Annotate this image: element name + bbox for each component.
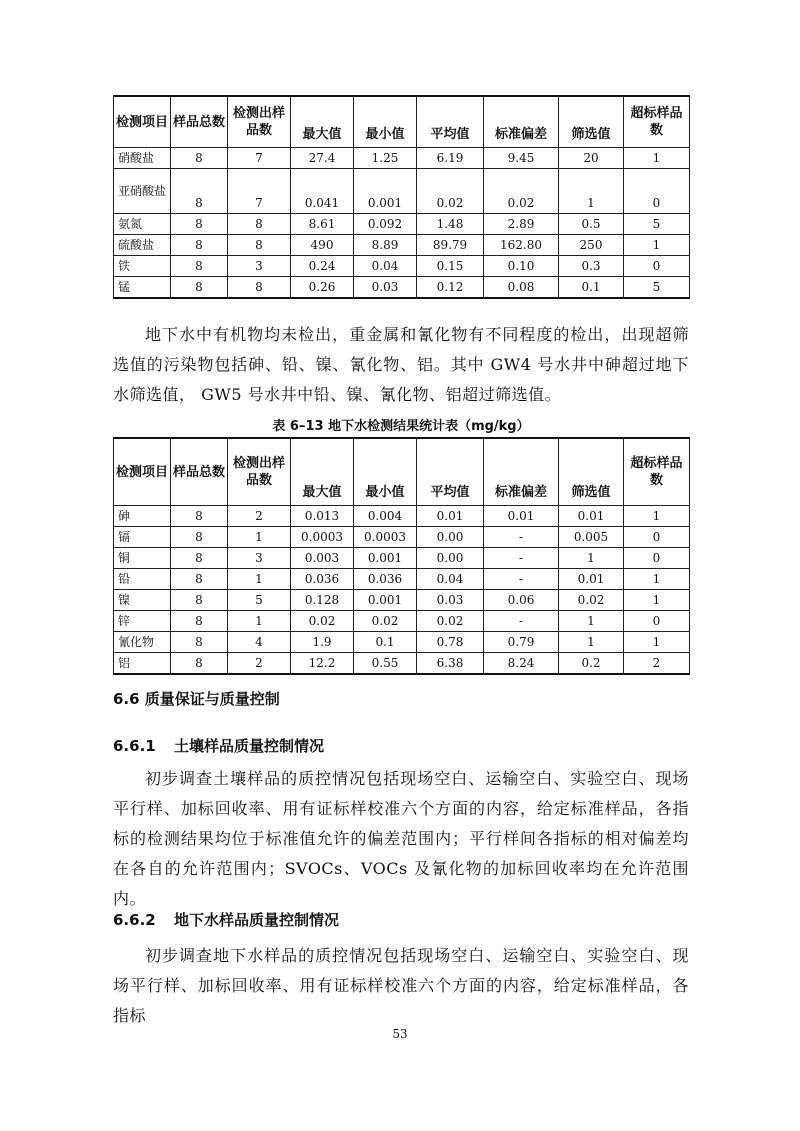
- cell: 162.80: [484, 235, 559, 256]
- cell: -: [484, 611, 559, 632]
- cell: 0.08: [484, 277, 559, 299]
- cell: 4: [228, 632, 291, 653]
- cell: 0.24: [291, 256, 354, 277]
- cell: 0.79: [484, 632, 559, 653]
- table-row: [114, 277, 690, 299]
- table-row: [114, 611, 690, 632]
- cell: 89.79: [417, 235, 484, 256]
- cell-item: 氨氮: [114, 214, 171, 235]
- cell: 6.38: [417, 653, 484, 675]
- cell: 0.001: [354, 590, 417, 611]
- cell: 0.00: [417, 527, 484, 548]
- cell: 8: [171, 169, 228, 214]
- cell: 0.12: [417, 277, 484, 299]
- cell: 1: [624, 569, 690, 590]
- cell: 27.4: [291, 148, 354, 169]
- table-1: [113, 95, 690, 299]
- cell: 6.19: [417, 148, 484, 169]
- cell: 0.003: [291, 548, 354, 569]
- table-row: [114, 632, 690, 653]
- cell: 0.55: [354, 653, 417, 675]
- cell: 8.89: [354, 235, 417, 256]
- cell: 8: [171, 506, 228, 527]
- cell-item: 锰: [114, 277, 171, 299]
- table-header-row: [114, 96, 690, 148]
- cell: 0.041: [291, 169, 354, 214]
- cell: 8: [171, 611, 228, 632]
- cell-item: 亚硝酸盐: [114, 169, 171, 214]
- cell-item: 硝酸盐: [114, 148, 171, 169]
- cell: 0.013: [291, 506, 354, 527]
- header-max: 最大值: [291, 438, 354, 506]
- cell: 0.03: [417, 590, 484, 611]
- cell: 0.01: [417, 506, 484, 527]
- cell: 20: [559, 148, 624, 169]
- cell: 0.0003: [354, 527, 417, 548]
- header-mean: 平均值: [417, 96, 484, 148]
- cell-item: 铁: [114, 256, 171, 277]
- section-heading-6-6: 6.6 质量保证与质量控制: [113, 690, 280, 708]
- cell: -: [484, 569, 559, 590]
- cell: 1: [228, 611, 291, 632]
- cell: 0.04: [354, 256, 417, 277]
- header-screening-value: 筛选值: [559, 438, 624, 506]
- cell: 8: [171, 590, 228, 611]
- cell: 0.3: [559, 256, 624, 277]
- table-2-caption: 表 6–13 地下水检测结果统计表（mg/kg）: [272, 419, 530, 434]
- cell: 7: [228, 148, 291, 169]
- cell: 0.001: [354, 548, 417, 569]
- table-header-row: [114, 438, 690, 506]
- cell-item: 铅: [114, 569, 171, 590]
- section-title: 土壤样品质量控制情况: [174, 737, 325, 755]
- cell: 0.036: [354, 569, 417, 590]
- cell: 0.1: [559, 277, 624, 299]
- cell: 1: [559, 169, 624, 214]
- cell: 1: [559, 632, 624, 653]
- cell: 8: [171, 214, 228, 235]
- table-row: [114, 569, 690, 590]
- cell: 2: [228, 506, 291, 527]
- table-row: [114, 235, 690, 256]
- cell: 0: [624, 256, 690, 277]
- cell: 1: [624, 506, 690, 527]
- cell: 8.24: [484, 653, 559, 675]
- cell: 5: [624, 214, 690, 235]
- cell: 5: [228, 590, 291, 611]
- cell: 250: [559, 235, 624, 256]
- cell: 1.9: [291, 632, 354, 653]
- cell-item: 锌: [114, 611, 171, 632]
- cell-item: 氰化物: [114, 632, 171, 653]
- cell: 8: [228, 214, 291, 235]
- cell: 1: [624, 235, 690, 256]
- header-exceed-count: 超标样品数: [624, 438, 690, 506]
- cell: 8: [171, 632, 228, 653]
- cell: 8: [171, 235, 228, 256]
- section-number: 6.6.1: [113, 737, 156, 755]
- cell: 0.01: [559, 569, 624, 590]
- cell: 1: [228, 527, 291, 548]
- cell: 3: [228, 256, 291, 277]
- cell: 0.00: [417, 548, 484, 569]
- cell: 490: [291, 235, 354, 256]
- cell: 8: [171, 653, 228, 675]
- header-min: 最小值: [354, 96, 417, 148]
- cell: 1: [228, 569, 291, 590]
- table-2: [113, 437, 690, 675]
- header-sample-total: 样品总数: [171, 438, 228, 506]
- header-std-dev: 标准偏差: [484, 438, 559, 506]
- cell: 0.5: [559, 214, 624, 235]
- cell: 0: [624, 611, 690, 632]
- header-mean: 平均值: [417, 438, 484, 506]
- cell: 0.005: [559, 527, 624, 548]
- cell: 0: [624, 169, 690, 214]
- cell: 1.25: [354, 148, 417, 169]
- cell: 1: [624, 632, 690, 653]
- header-min: 最小值: [354, 438, 417, 506]
- section-heading-6-6-2: [113, 909, 689, 931]
- cell: 12.2: [291, 653, 354, 675]
- cell: 0.15: [417, 256, 484, 277]
- header-item: 检测项目: [114, 96, 171, 148]
- cell: 1: [559, 548, 624, 569]
- cell: 8: [171, 277, 228, 299]
- cell: 8.61: [291, 214, 354, 235]
- cell: 0.004: [354, 506, 417, 527]
- cell: 8: [171, 256, 228, 277]
- paragraph-groundwater-results: 地下水中有机物均未检出，重金属和氰化物有不同程度的检出，出现超筛选值的污染物包括砷、铅、镍、氰化物、铝。其中 GW4 号水井中砷超过地下水筛选值， GW5 号水井中铅、镍、氰化物、铝超过筛选值。: [113, 325, 689, 404]
- cell: 0.1: [354, 632, 417, 653]
- cell: 1: [559, 611, 624, 632]
- paragraph-groundwater-quality-control: 初步调查地下水样品的质控情况包括现场空白、运输空白、实验空白、现场平行样、加标回收率、用有证标样校准六个方面的内容，给定标准样品，各指标: [113, 946, 689, 1025]
- cell: 1: [624, 590, 690, 611]
- table-row: [114, 527, 690, 548]
- cell: 0: [624, 548, 690, 569]
- cell: 0.128: [291, 590, 354, 611]
- header-detected-count: 检测出样品数: [228, 438, 291, 506]
- cell: 0.03: [354, 277, 417, 299]
- cell: 8: [228, 235, 291, 256]
- cell: 0.01: [484, 506, 559, 527]
- header-std-dev: 标准偏差: [484, 96, 559, 148]
- cell: 0.02: [354, 611, 417, 632]
- header-max: 最大值: [291, 96, 354, 148]
- cell: 1: [624, 148, 690, 169]
- cell: 0.02: [417, 611, 484, 632]
- cell: 1.48: [417, 214, 484, 235]
- table-row: [114, 214, 690, 235]
- cell: 2.89: [484, 214, 559, 235]
- table-row: [114, 548, 690, 569]
- cell: 0.26: [291, 277, 354, 299]
- section-number: 6.6.2: [113, 911, 156, 929]
- cell: 0: [624, 527, 690, 548]
- cell: 8: [228, 277, 291, 299]
- cell: 5: [624, 277, 690, 299]
- cell: 8: [171, 148, 228, 169]
- page-number: 53: [392, 1027, 408, 1041]
- cell-item: 铝: [114, 653, 171, 675]
- cell: 0.01: [559, 506, 624, 527]
- cell: -: [484, 527, 559, 548]
- table-row: [114, 653, 690, 675]
- cell: 0.02: [484, 169, 559, 214]
- table-row: [114, 590, 690, 611]
- paragraph-soil-quality-control: 初步调查土壤样品的质控情况包括现场空白、运输空白、实验空白、现场平行样、加标回收率、用有证标样校准六个方面的内容，给定标准样品，各指标的检测结果均位于标准值允许的偏差范围内；平行样间各指标的相对偏差均在各自的允许范围内；SVOCs、VOCs 及氰化物的加标回收率均在允许范围内。: [113, 769, 689, 908]
- cell: 8: [171, 548, 228, 569]
- cell: 0.10: [484, 256, 559, 277]
- table-row: [114, 148, 690, 169]
- table-row: [114, 169, 690, 214]
- cell: 8: [171, 527, 228, 548]
- cell: 2: [228, 653, 291, 675]
- cell: 7: [228, 169, 291, 214]
- cell-item: 镍: [114, 590, 171, 611]
- cell: 0.02: [417, 169, 484, 214]
- cell-item: 硫酸盐: [114, 235, 171, 256]
- header-screening-value: 筛选值: [559, 96, 624, 148]
- cell-item: 砷: [114, 506, 171, 527]
- cell: 0.2: [559, 653, 624, 675]
- section-heading-6-6-1: [113, 735, 689, 757]
- cell: 0.001: [354, 169, 417, 214]
- cell: 0.78: [417, 632, 484, 653]
- cell-item: 镉: [114, 527, 171, 548]
- cell-item: 铜: [114, 548, 171, 569]
- cell: 0.092: [354, 214, 417, 235]
- cell: -: [484, 548, 559, 569]
- table-row: [114, 506, 690, 527]
- cell: 3: [228, 548, 291, 569]
- cell: 0.02: [559, 590, 624, 611]
- header-item: 检测项目: [114, 438, 171, 506]
- cell: 0.036: [291, 569, 354, 590]
- cell: 9.45: [484, 148, 559, 169]
- cell: 0.04: [417, 569, 484, 590]
- cell: 0.02: [291, 611, 354, 632]
- header-exceed-count: 超标样品数: [624, 96, 690, 148]
- cell: 8: [171, 569, 228, 590]
- cell: 0.06: [484, 590, 559, 611]
- cell: 0.0003: [291, 527, 354, 548]
- header-detected-count: 检测出样品数: [228, 96, 291, 148]
- header-sample-total: 样品总数: [171, 96, 228, 148]
- section-title: 地下水样品质量控制情况: [174, 911, 340, 929]
- cell: 2: [624, 653, 690, 675]
- table-row: [114, 256, 690, 277]
